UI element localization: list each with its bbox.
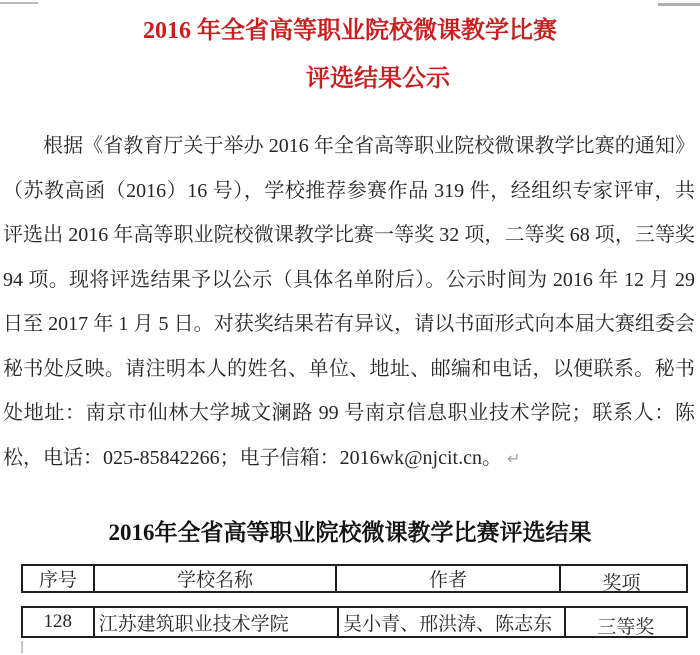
scan-artifact-top-left [0, 2, 38, 4]
cell-award: 三等奖 [564, 608, 686, 636]
scan-artifact-top-right [658, 3, 700, 6]
scan-artifact-bottom-left [21, 641, 23, 653]
table-row [21, 606, 688, 638]
header-authors: 作者 [335, 566, 559, 591]
notice-paragraph-text: 根据《省教育厅关于举办 2016 年全省高等职业院校微课教学比赛的通知》（苏教高函（2016）16 号），学校推荐参赛作品 319 件，经组织专家评审，共评选出 2016 年高等职业院校微课教学比赛一等奖 32 项，二等奖 68 项，三等奖 94 项。现将评选结果予以公示（具体名单附后）。公示时间为 2016 年 12 月 29 日至 2017 年 1 月 5 日。对获奖结果若有异议，请以书面形式向本届大赛组委会秘书处反映。请注明本人的姓名、单位、地址、邮编和电话，以便联系。秘书处地址：南京市仙林大学城文澜路 99 号南京信息职业技术学院；联系人：陈松，电话：025-85842266；电子信箱：2016wk@njcit.cn。 [3, 135, 695, 469]
results-table-header-row [21, 564, 688, 593]
cell-authors: 吴小青、邢洪涛、陈志东 [337, 608, 564, 636]
header-award: 奖项 [559, 566, 682, 591]
doc-title-line1: 2016 年全省高等职业院校微课教学比赛 [143, 18, 557, 44]
header-school-name: 学校名称 [93, 566, 335, 591]
notice-paragraph [3, 124, 695, 481]
cell-serial-no: 128 [43, 611, 73, 632]
results-table-title: 2016年全省高等职业院校微课教学比赛评选结果 [108, 520, 592, 545]
cell-school-name: 江苏建筑职业技术学院 [93, 608, 338, 636]
doc-title-line2: 评选结果公示 [306, 66, 450, 92]
header-serial-no: 序号 [38, 570, 77, 591]
paragraph-mark: ↵ [506, 448, 521, 468]
